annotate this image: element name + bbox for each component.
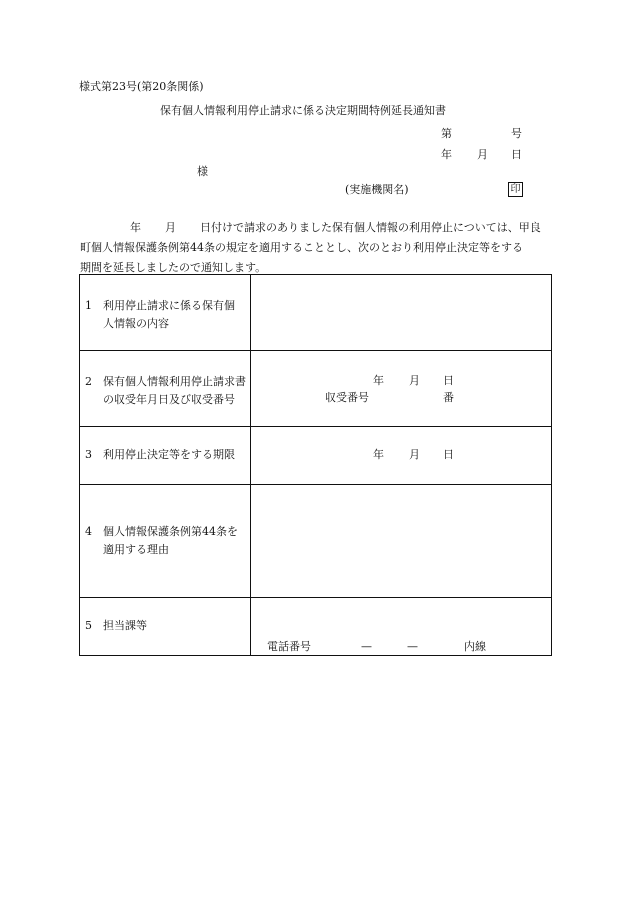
- row4-value-cell[interactable]: [251, 485, 552, 598]
- table-row: [80, 427, 552, 485]
- row2-day: 日: [443, 374, 454, 387]
- receipt-number-suffix: 番: [443, 391, 454, 404]
- receipt-number-label: 収受番号: [325, 391, 369, 404]
- extension-label: 内線: [464, 640, 486, 653]
- row4-label-line1: 個人情報保護条例第44条を: [103, 525, 238, 538]
- row5-label-line1: 担当課等: [103, 619, 147, 632]
- table-row: [80, 351, 552, 427]
- row3-number: 3: [85, 448, 92, 461]
- row1-label: [85, 297, 235, 333]
- row4-label-cell: [80, 485, 251, 598]
- row5-value-cell[interactable]: [251, 598, 552, 656]
- notice-table: [79, 274, 552, 656]
- row3-label: [85, 446, 235, 464]
- body-line-2: 町個人情報保護条例第44条の規定を適用することとし、次のとおり利用停止決定等をする: [80, 241, 523, 254]
- body-line-1-rest: 日付けで請求のありました保有個人情報の利用停止については、甲良: [200, 221, 541, 234]
- row2-label-line1: 保有個人情報利用停止請求書: [103, 375, 246, 388]
- body-line-3: 期間を延長しましたので通知します。: [80, 261, 267, 274]
- row2-value-cell[interactable]: [251, 351, 552, 427]
- ref-no-prefix: 第: [441, 127, 452, 140]
- row2-label-line2: の収受年月日及び収受番号: [103, 393, 235, 406]
- body-line-1: [80, 218, 555, 238]
- form-number: 様式第23号(第20条関係): [79, 80, 204, 93]
- row1-label-line2: 人情報の内容: [103, 317, 169, 330]
- row1-label-line1: 利用停止請求に係る保有個: [103, 299, 235, 312]
- row3-label-cell: [80, 427, 251, 485]
- row2-year: 年: [373, 374, 384, 387]
- body-year: 年: [130, 221, 141, 234]
- row2-month: 月: [409, 374, 420, 387]
- document-title: 保有個人情報利用停止請求に係る決定期間特例延長通知書: [160, 104, 446, 117]
- row5-number: 5: [85, 619, 92, 632]
- phone-dash-1: —: [361, 640, 372, 653]
- row3-day: 日: [443, 448, 454, 461]
- table-row: [80, 275, 552, 351]
- row2-label-cell: [80, 351, 251, 427]
- row1-value-cell[interactable]: [251, 275, 552, 351]
- agency-label: (実施機関名): [345, 183, 409, 196]
- body-month: 月: [165, 221, 176, 234]
- row3-year: 年: [373, 448, 384, 461]
- date-year-label: 年: [441, 148, 452, 161]
- ref-no-suffix: 号: [511, 127, 522, 140]
- table-row: [80, 485, 552, 598]
- row2-number: 2: [85, 375, 92, 388]
- row4-number: 4: [85, 525, 92, 538]
- row3-value-cell[interactable]: [251, 427, 552, 485]
- row4-label: [85, 523, 238, 559]
- row2-label: [85, 373, 246, 409]
- row3-label-line1: 利用停止決定等をする期限: [103, 448, 235, 461]
- date-month-label: 月: [477, 148, 488, 161]
- phone-label: 電話番号: [267, 640, 311, 653]
- phone-dash-2: —: [407, 640, 418, 653]
- row1-label-cell: [80, 275, 251, 351]
- date-day-label: 日: [511, 148, 522, 161]
- row1-number: 1: [85, 299, 92, 312]
- row5-label: [85, 617, 147, 635]
- row3-month: 月: [409, 448, 420, 461]
- notice-body: [80, 218, 555, 278]
- row4-label-line2: 適用する理由: [103, 543, 169, 556]
- seal-stamp: 印: [508, 182, 523, 197]
- row5-label-cell: [80, 598, 251, 656]
- table-row: [80, 598, 552, 656]
- addressee-honorific: 様: [197, 165, 208, 178]
